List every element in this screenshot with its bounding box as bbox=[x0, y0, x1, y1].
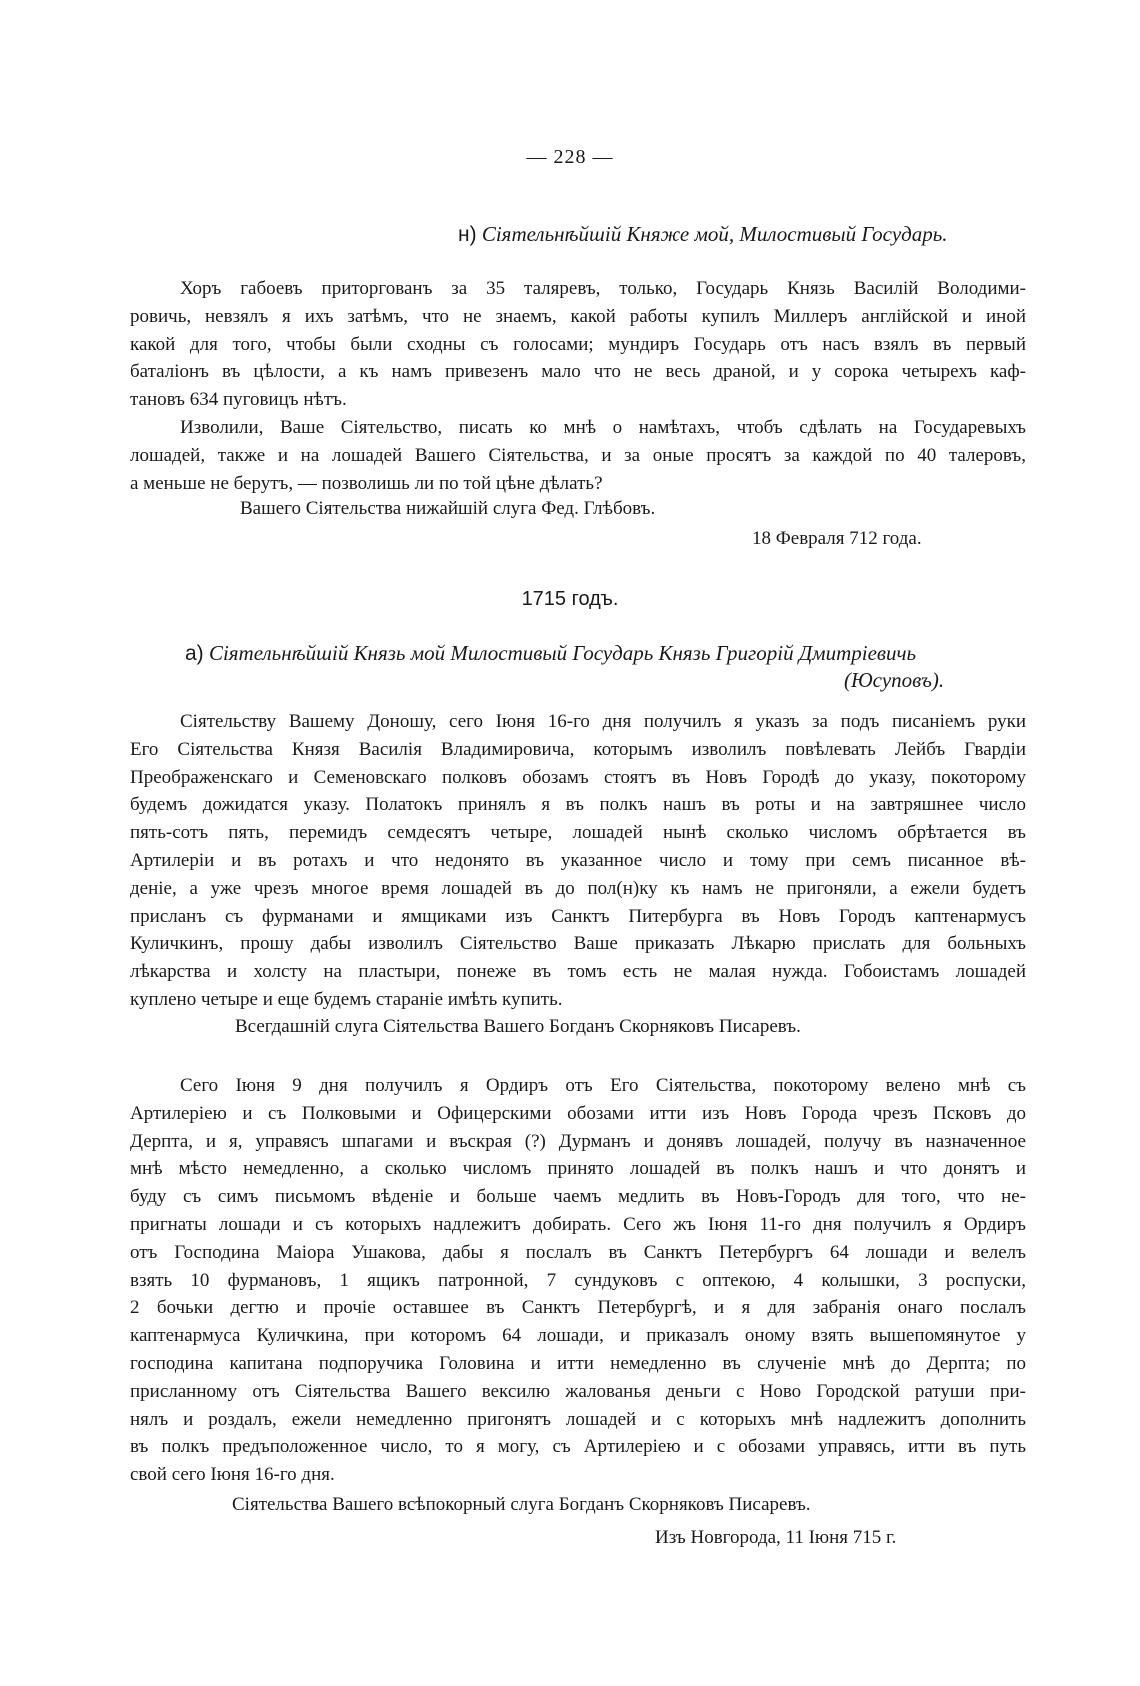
text-line: какой для того, чтобы были сходны съ голосами; мундиръ Государь отъ насъ взялъ въ первый bbox=[130, 333, 1026, 355]
text-line: Сіятельству Вашему Доношу, сего Іюня 16-го дня получилъ я указъ за подъ писаніемъ руки bbox=[180, 711, 1026, 732]
signature: Всегдашній слуга Сіятельства Вашего Богданъ Скорняковъ Писаревъ. bbox=[235, 1016, 801, 1037]
letter-date: 18 Февраля 712 года. bbox=[752, 528, 922, 549]
letter-a-paragraph bbox=[130, 708, 1026, 1014]
text-line: Артилеріи и въ ротахъ и что недонято въ указанное число и тому при семъ писанное вѣ- bbox=[130, 849, 1026, 871]
text-line: куплено четыре и еще будемъ стараніе имѣть купить. bbox=[130, 988, 563, 1010]
letter-n-heading bbox=[458, 222, 948, 247]
text-line: будемъ дожидатся указу. Полатокъ принялъ я въ полкъ нашъ въ роты и на завтряшнее число bbox=[130, 794, 1026, 816]
text-line: мнѣ мѣсто немедленно, а сколько числомъ принято лошадей въ полкъ нашъ и что донятъ и bbox=[130, 1158, 1026, 1180]
text-line: Хоръ габоевъ приторгованъ за 35 таляревъ, только, Государь Князь Василій Володими- bbox=[180, 278, 1026, 299]
text-line: присланъ съ фурманами и ямщиками изъ Санктъ Питербурга въ Новъ Городъ каптенармусъ bbox=[130, 905, 1026, 927]
text-line: а меньше не берутъ, — позволишь ли по той цѣне дѣлать? bbox=[130, 472, 603, 494]
text-line: Преображенскаго и Семеновскаго полковъ обозамъ стоятъ въ Новъ Городѣ до указу, покоторому bbox=[130, 766, 1026, 788]
text-line: пять-сотъ пять, перемидъ семдесятъ четыре, лошадей нынѣ сколько числомъ обрѣтается въ bbox=[130, 822, 1026, 844]
text-line: Артилеріею и съ Полковыми и Офицерскими обозами итти изъ Новъ Города чрезъ Псковъ до bbox=[130, 1102, 1026, 1124]
signature: Вашего Сіятельства нижайшій слуга Фед. Глѣбовъ. bbox=[240, 498, 656, 519]
text-line: нялъ и роздалъ, ежели немедленно пригонятъ лошадей и с которыхъ мнѣ надлежитъ дополнить bbox=[130, 1408, 1026, 1430]
text-line: лошадей, также и на лошадей Вашего Сіятельства, и за оные просятъ за каждой по 40 талеровъ, bbox=[130, 444, 1026, 466]
letter-date: Изъ Новгорода, 11 Іюня 715 г. bbox=[655, 1527, 897, 1548]
text-line: лѣкарства и холсту на пластыри, понеже въ томъ есть не малая нужда. Гобоистамъ лошадей bbox=[130, 961, 1026, 983]
text-line: Изволили, Ваше Сіятельство, писать ко мнѣ о намѣтахъ, чтобъ сдѣлать на Государевыхъ bbox=[180, 416, 1026, 438]
text-line: взять 10 фурмановъ, 1 ящикъ патронной, 7 сундуковъ с оптекою, 4 колышки, 3 роспуски, bbox=[130, 1269, 1026, 1291]
year-heading: 1715 годъ. bbox=[521, 588, 619, 610]
salutation-addressee: (Юсуповъ). bbox=[844, 668, 945, 692]
text-line: пригнаты лошади и съ которыхъ надлежитъ добирать. Сего жъ Іюня 11-го дня получилъ я Ордиръ bbox=[130, 1213, 1026, 1235]
text-line: въ полкъ предъположенное число, то я могу, съ Артилеріею и с обозами управясь, итти въ путь bbox=[130, 1436, 1026, 1458]
text-line: деніе, а уже чрезъ многое время лошадей въ до пол(н)ку къ намъ не пригоняли, а ежели будетъ bbox=[130, 877, 1026, 899]
text-line: свой сего Іюня 16-го дня. bbox=[130, 1464, 335, 1486]
text-line: Дерпта, и я, управясъ шпагами и въскрая (?) Дурманъ и донявъ лошадей, получу въ назначенное bbox=[130, 1130, 1026, 1152]
text-line: ровичь, невзялъ я ихъ затѣмъ, что не знаемъ, какой работы купилъ Миллеръ англійской и иной bbox=[130, 305, 1026, 327]
text-line: 2 бочьки дегтю и прочіе оставшее въ Санктъ Петербургѣ, и я для забранія онаго послалъ bbox=[130, 1297, 1026, 1319]
text-line: баталіонъ въ цѣлости, а къ намъ привезенъ мало что не весь драной, и у сорока четырехъ каф- bbox=[130, 361, 1026, 383]
letter-b-paragraph bbox=[130, 1072, 1026, 1489]
text-line: Сего Іюня 9 дня получилъ я Ордиръ отъ Его Сіятельства, покоторому велено мнѣ съ bbox=[180, 1075, 1026, 1096]
text-line: отъ Господина Маіора Ушакова, дабы я послалъ въ Санктъ Петербургъ 64 лошади и велелъ bbox=[130, 1241, 1026, 1263]
text-line: тановъ 634 пуговицъ нѣтъ. bbox=[130, 389, 347, 411]
letter-label: н) bbox=[458, 223, 477, 246]
text-line: Его Сіятельства Князя Василія Владимировича, которымъ изволилъ повѣлевать Лейбъ Гвардіи bbox=[130, 738, 1026, 760]
salutation: Сіятельнѣйшій Княже мой, Милостивый Государь. bbox=[481, 222, 948, 246]
letter-a-heading bbox=[185, 641, 916, 666]
text-line: буду съ симъ письмомъ вѣденіе и больше чаемъ медлить въ Новъ-Городъ для того, что не- bbox=[130, 1186, 1026, 1208]
text-line: Куличкинъ, прошу дабы изволилъ Сіятельство Ваше приказать Лѣкарю прислать для больныхъ bbox=[130, 933, 1026, 955]
signature: Сіятельства Вашего всѣпокорный слуга Богданъ Скорняковъ Писаревъ. bbox=[232, 1494, 811, 1515]
salutation: Сіятельнѣйшій Князь мой Милостивый Государь Князь Григорій Дмитріевичь bbox=[208, 641, 917, 665]
page-number: — 228 — bbox=[526, 146, 614, 168]
text-line: господина капитана подпоручика Головина и итти немедленно въ слученіе мнѣ до Дерпта; по bbox=[130, 1352, 1026, 1374]
letter-n-paragraph-1 bbox=[130, 275, 1026, 497]
text-line: каптенармуса Куличкина, при которомъ 64 лошади, и приказалъ оному взять вышепомянутое у bbox=[130, 1325, 1026, 1347]
letter-label: а) bbox=[185, 642, 204, 665]
text-line: присланному отъ Сіятельства Вашего вексилю жалованья деньги с Ново Городской ратуши при- bbox=[130, 1380, 1026, 1402]
